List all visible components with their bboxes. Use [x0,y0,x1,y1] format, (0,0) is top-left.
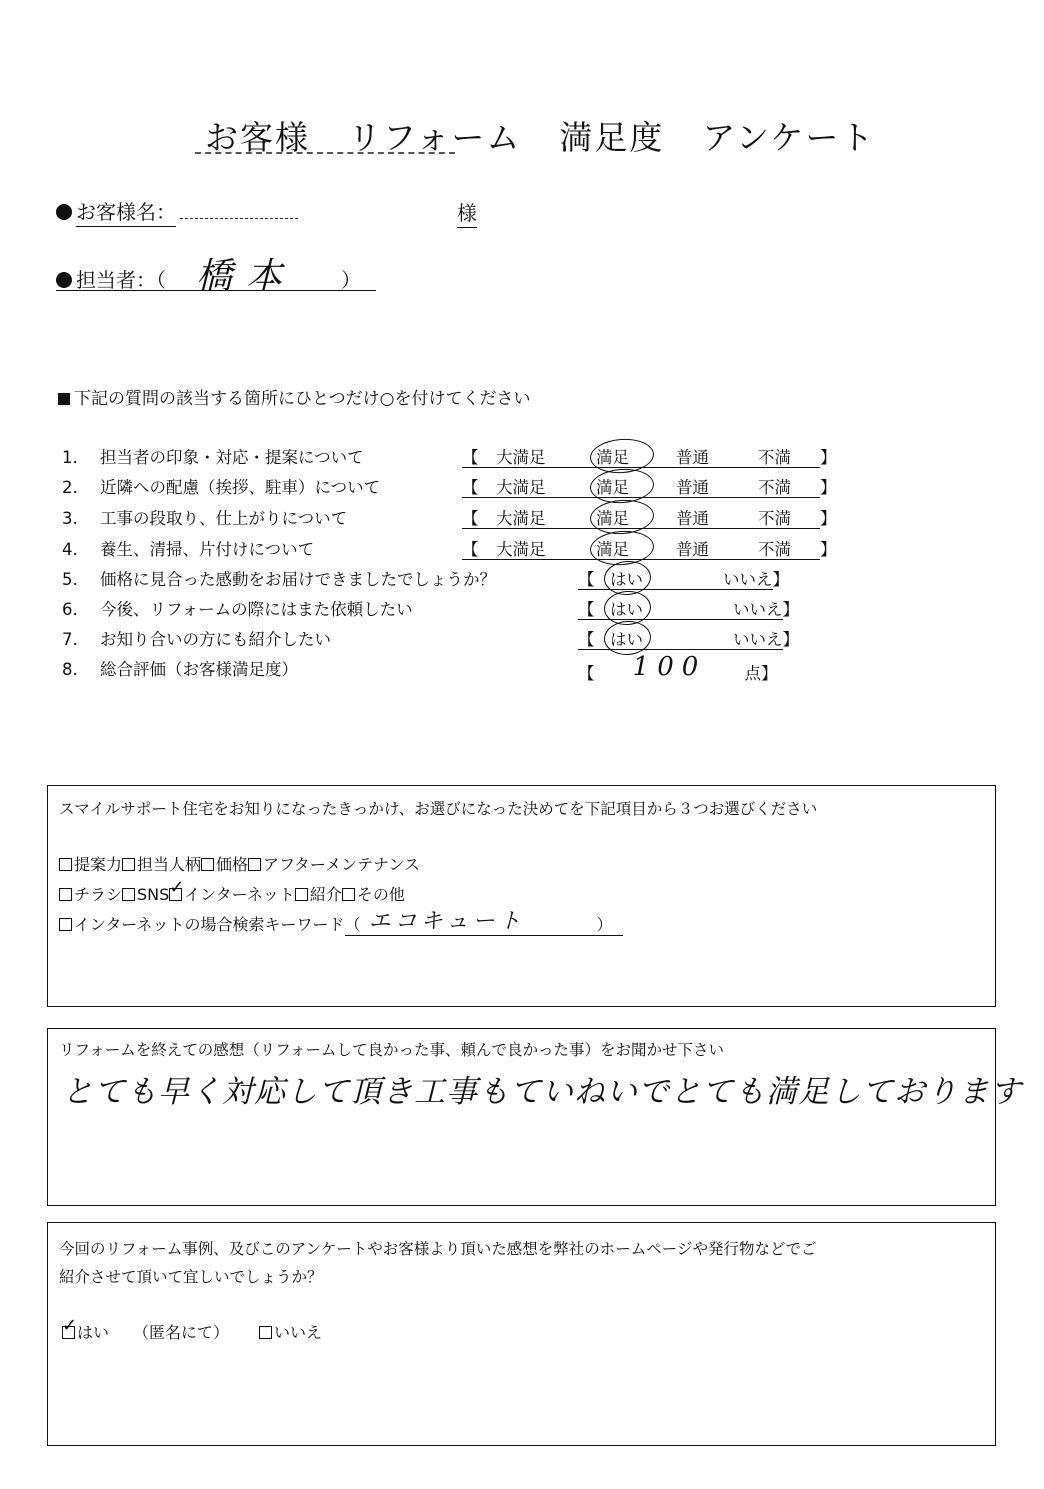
question-number: 6. [62,600,78,619]
checkbox[interactable] [259,1326,272,1339]
keyword-field[interactable] [344,909,623,936]
question-text: 今後、リフォームの際にはまた依頼したい [100,600,413,619]
discovery-row-2 [59,882,405,905]
option-fuman[interactable]: 不満 [758,540,791,559]
bracket-open: 【 [462,540,479,559]
score-handwritten[interactable]: 100 [632,652,707,682]
option-hai[interactable]: はい [610,596,643,620]
bracket-close: 】 [820,448,837,467]
question-4-options [462,536,837,560]
question-text: 価格に見合った感動をお届けできましたでしょうか？ [100,570,496,589]
checkbox[interactable] [248,858,261,871]
bracket-open: 【 [462,448,479,467]
bullet-icon [56,272,72,288]
question-number: 3. [62,509,78,528]
checkbox-label: その他 [356,885,405,904]
option-futsu[interactable]: 普通 [676,509,709,528]
customer-suffix-text: 様 [457,201,477,228]
option-hai[interactable]: はい [610,626,643,650]
permission-options [62,1320,322,1343]
customer-name-field[interactable] [180,218,298,219]
question-3-options [462,505,837,529]
option-futsu[interactable]: 普通 [676,448,709,467]
discovery-keyword-row [59,909,623,936]
score-unit: 点 [744,664,761,683]
square-bullet-icon [58,393,70,405]
instruction [58,384,531,409]
customer-suffix [457,197,477,226]
question-text: 近隣への配慮（挨拶、駐車）について [100,478,381,497]
bracket-close: 】 [772,570,789,589]
keyword-label: インターネットの場合検索キーワード [74,915,345,934]
bracket-close: 】 [782,630,799,649]
no-label: いいえ [274,1323,323,1342]
impression-handwritten[interactable]: とても早く対応して頂き工事もていねいでとても満足しております [62,1074,1022,1110]
instruction-text: 下記の質問の該当する箇所にひとつだけ○を付けてください [74,389,531,409]
staff-label: 担当者：（ [76,268,166,292]
keyword-handwritten: エコキュート [368,909,525,934]
question-text: 養生、清掃、片付けについて [100,540,315,559]
option-manzoku[interactable]: 満足 [596,474,646,498]
question-5-options [578,566,789,590]
question-5 [62,566,496,590]
option-iie[interactable]: いいえ [723,570,773,589]
discovery-row-1 [59,852,420,875]
question-text: 工事の段取り、仕上がりについて [100,509,348,528]
question-6-options [578,596,799,620]
impression-heading: リフォームを終えての感想（リフォームして良かった事、頼んで良かった事）をお聞かせ下さい [59,1041,724,1059]
bullet-icon [56,204,72,220]
question-number: 5. [62,570,78,589]
question-8-score [578,652,778,686]
question-3 [62,505,347,529]
bracket-close: 】 [820,478,837,497]
bracket-close: 】 [820,540,837,559]
question-7-options [578,626,799,650]
checkbox-label: チラシ [74,885,123,904]
checkbox[interactable] [122,858,135,871]
question-text: 総合評価（お客様満足度） [100,660,298,679]
bracket-open: 【 [578,570,595,589]
checkbox-label: 提案力 [74,855,123,874]
question-4 [62,536,314,560]
title-word: アンケート [702,118,876,157]
question-number: 7. [62,630,78,649]
yes-note: （匿名にて） [133,1323,230,1342]
permission-line-2: 紹介させて頂いて宜しいでしょうか？ [59,1268,323,1286]
bracket-open: 【 [578,664,595,683]
checkbox-label: 紹介 [309,885,342,904]
bracket-close: 】 [782,600,799,619]
bracket-open: 【 [462,478,479,497]
title-word: 満足度 [559,118,665,157]
staff-close-paren: ） [341,268,361,292]
bracket-close: 】 [761,664,778,683]
option-futsu[interactable]: 普通 [676,540,709,559]
yes-label: はい [77,1323,110,1342]
staff-row [56,256,376,297]
paren-open: （ [344,915,361,934]
title-word: お客様 [205,118,310,157]
question-6 [62,596,413,620]
discovery-heading: スマイルサポート住宅をお知りになったきっかけ、お選びになった決めてを下記項目から３つお選びください [59,800,818,818]
question-text: お知り合いの方にも紹介したい [100,630,331,649]
checkbox-label: 担当人柄 [137,855,202,874]
customer-name-label: お客様名： [76,200,176,227]
question-8 [62,656,298,680]
option-hai[interactable]: はい [610,566,643,590]
bracket-open: 【 [462,509,479,528]
option-dai-manzoku[interactable]: 大満足 [496,540,546,559]
question-number: 4. [62,540,78,559]
question-7 [62,626,331,650]
question-1 [62,444,364,468]
question-number: 1. [62,448,78,467]
checkbox[interactable] [59,888,72,901]
checkbox[interactable] [342,888,355,901]
checkbox[interactable] [122,888,135,901]
checkbox[interactable] [295,888,308,901]
question-number: 8. [62,660,78,679]
checkbox-label: アフターメンテナンス [263,855,420,874]
paren-close: ） [596,915,613,934]
checkbox-label: SNS [137,885,170,904]
checkbox-label: インターネット [184,885,295,904]
question-1-options [462,444,837,468]
bracket-close: 】 [820,509,837,528]
checkbox-label: 価格 [216,855,249,874]
option-fuman[interactable]: 不満 [758,509,791,528]
permission-line-1: 今回のリフォーム事例、及びこのアンケートやお客様より頂いた感想を弊社のホームページや発行物などでご [59,1240,817,1258]
question-number: 2. [62,478,78,497]
option-dai-manzoku[interactable]: 大満足 [496,478,546,497]
checkbox-checked[interactable] [169,888,182,901]
option-manzoku[interactable]: 満足 [596,505,646,529]
bracket-open: 【 [578,600,595,619]
option-manzoku[interactable]: 満足 [596,536,646,560]
staff-handwritten-name: 橋本 [196,256,297,297]
option-iie[interactable]: いいえ [733,600,783,619]
option-dai-manzoku[interactable]: 大満足 [496,448,546,467]
bracket-open: 【 [578,630,595,649]
option-manzoku[interactable]: 満足 [596,444,646,468]
title-underline [195,152,455,154]
question-2 [62,474,380,498]
checkbox[interactable] [201,858,214,871]
option-fuman[interactable]: 不満 [758,448,791,467]
option-dai-manzoku[interactable]: 大満足 [496,509,546,528]
customer-name-row [56,196,176,225]
question-2-options [462,474,837,498]
checkbox-checked[interactable] [62,1326,75,1339]
option-futsu[interactable]: 普通 [676,478,709,497]
checkbox[interactable] [59,918,72,931]
option-iie[interactable]: いいえ [733,630,783,649]
checkbox[interactable] [59,858,72,871]
title-word: リフォーム [348,118,522,157]
option-fuman[interactable]: 不満 [758,478,791,497]
question-text: 担当者の印象・対応・提案について [100,448,364,467]
